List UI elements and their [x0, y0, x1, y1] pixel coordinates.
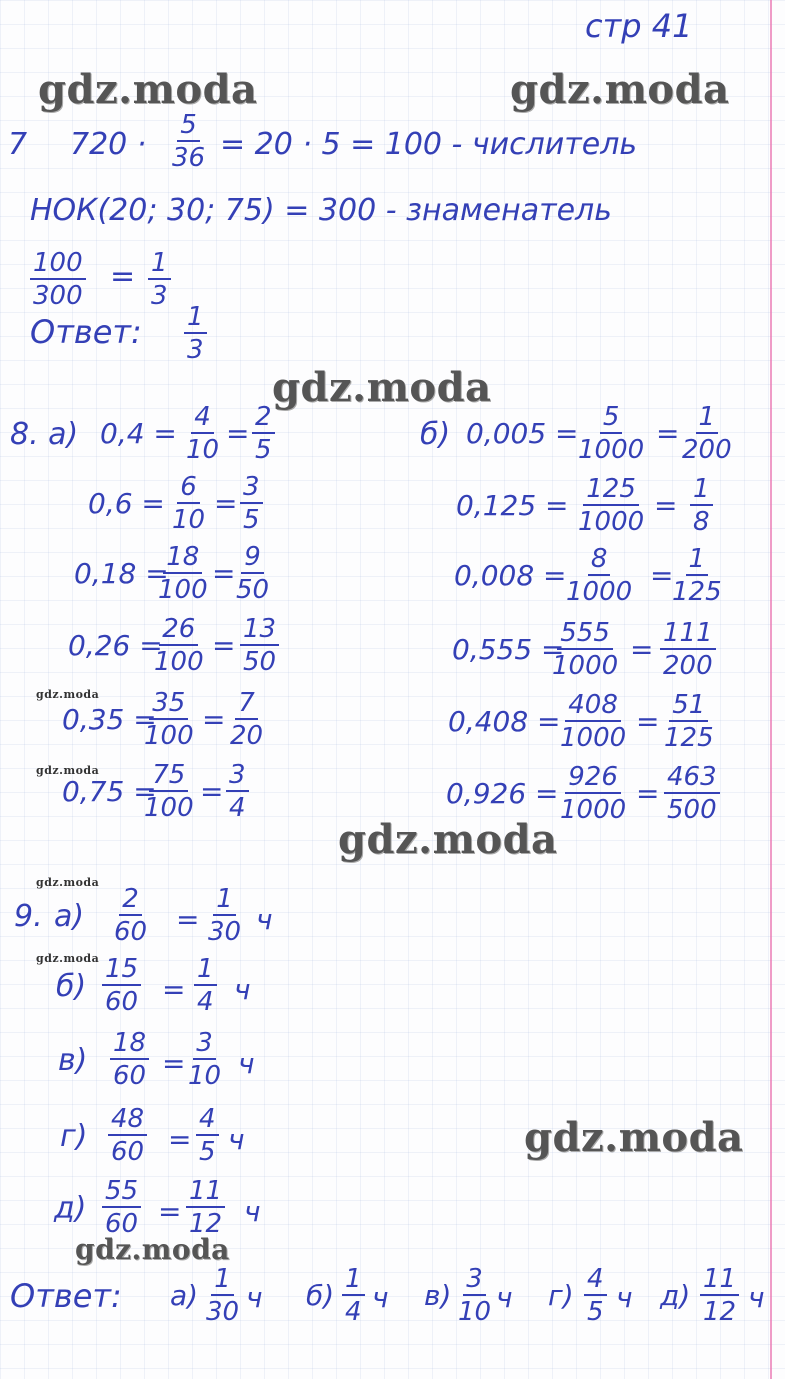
- fraction: $\frac{18}{100}$: [158, 542, 208, 605]
- fraction: $\frac{1}{4}$: [342, 1266, 365, 1325]
- equals-sign: =: [158, 1195, 182, 1228]
- part-label: г): [60, 1119, 88, 1154]
- answer-label: Ответ:: [30, 313, 142, 351]
- equals-sign: =: [212, 557, 236, 590]
- unit-hours: ч: [246, 1281, 263, 1314]
- decimal: 0,26 =: [68, 629, 163, 662]
- part-label: д): [660, 1279, 691, 1312]
- equals-sign: =: [636, 705, 660, 738]
- fraction: $\frac{5}{36}$: [172, 110, 206, 173]
- watermark: gdz.moda: [338, 816, 558, 863]
- fraction: $\frac{55}{60}$: [102, 1178, 141, 1237]
- unit-hours: ч: [244, 1195, 261, 1228]
- fraction: $\frac{9}{50}$: [236, 542, 270, 605]
- task-number: 8. а): [10, 417, 79, 452]
- fraction: $\frac{926}{1000}$: [560, 762, 627, 825]
- unit-hours: ч: [496, 1281, 513, 1314]
- watermark-small: gdz.moda: [36, 952, 100, 965]
- fraction: $\frac{11}{12}$: [186, 1178, 225, 1237]
- watermark-small: gdz.moda: [36, 688, 100, 701]
- equals-sign: =: [162, 1047, 186, 1080]
- unit-hours: ч: [372, 1281, 389, 1314]
- fraction: $\frac{463}{500}$: [664, 764, 720, 823]
- decimal: 0,555 =: [452, 633, 565, 666]
- fraction: $\frac{111}{200}$: [660, 620, 716, 679]
- expression: = 20 · 5 = 100 - числитель: [220, 127, 638, 162]
- equals-sign: =: [176, 903, 200, 936]
- fraction: $\frac{3}{10}$: [458, 1264, 492, 1327]
- unit-hours: ч: [748, 1281, 765, 1314]
- decimal: 0,408 =: [448, 705, 561, 738]
- decimal: 0,35 =: [62, 703, 157, 736]
- fraction: $\frac{4}{5}$: [196, 1106, 219, 1165]
- fraction: $\frac{2}{5}$: [252, 404, 275, 463]
- unit-hours: ч: [256, 903, 273, 936]
- fraction: $\frac{1}{125}$: [672, 544, 722, 607]
- fraction: $\frac{1}{30}$: [206, 1264, 240, 1327]
- fraction: $\frac{5}{1000}$: [578, 402, 645, 465]
- equals-sign: =: [200, 775, 224, 808]
- fraction: $\frac{15}{60}$: [102, 956, 141, 1015]
- equals-sign: =: [654, 489, 678, 522]
- part-label: в): [424, 1279, 452, 1312]
- decimal: 0,926 =: [446, 777, 559, 810]
- answer-label: Ответ:: [10, 1277, 122, 1315]
- fraction: $\frac{1}{8}$: [690, 476, 713, 535]
- fraction: $\frac{26}{100}$: [154, 614, 204, 677]
- part-label: б): [56, 969, 87, 1004]
- fraction: $\frac{1}{30}$: [208, 884, 242, 947]
- fraction: $\frac{11}{12}$: [700, 1266, 739, 1325]
- decimal: 0,6 =: [88, 487, 165, 520]
- unit-hours: ч: [228, 1123, 245, 1156]
- unit-hours: ч: [238, 1047, 255, 1080]
- part-label: б): [420, 417, 451, 452]
- part-label: д): [54, 1191, 87, 1226]
- equals-sign: =: [212, 629, 236, 662]
- watermark: gdz.moda: [38, 66, 258, 113]
- fraction: $\frac{408}{1000}$: [560, 690, 627, 753]
- expression: 720 ·: [70, 127, 147, 162]
- task-number: 7: [8, 127, 28, 162]
- fraction: $\frac{8}{1000}$: [566, 544, 633, 607]
- fraction: $\frac{48}{60}$: [108, 1106, 147, 1165]
- fraction: $\frac{3}{10}$: [188, 1028, 222, 1091]
- fraction: $\frac{75}{100}$: [144, 760, 194, 823]
- fraction: $\frac{555}{1000}$: [552, 618, 619, 681]
- fraction: $\frac{6}{10}$: [172, 472, 206, 535]
- expression: НОК(20; 30; 75) = 300 - знаменатель: [30, 193, 612, 228]
- equals-sign: =: [162, 973, 186, 1006]
- fraction: $\frac{35}{100}$: [144, 688, 194, 751]
- fraction: $\frac{1}{200}$: [682, 402, 732, 465]
- fraction: $\frac{3}{4}$: [226, 762, 249, 821]
- fraction: $\frac{1}{4}$: [194, 956, 217, 1015]
- watermark: gdz.moda: [510, 66, 730, 113]
- watermark-small: gdz.moda: [36, 764, 100, 777]
- decimal: 0,75 =: [62, 775, 157, 808]
- watermark: gdz.moda: [75, 1233, 230, 1266]
- unit-hours: ч: [234, 973, 251, 1006]
- margin-line: [770, 0, 772, 1379]
- part-label: б): [306, 1279, 335, 1312]
- fraction: $\frac{2}{60}$: [114, 884, 148, 947]
- equals-sign: =: [656, 417, 680, 450]
- unit-hours: ч: [616, 1281, 633, 1314]
- decimal: 0,125 =: [456, 489, 569, 522]
- fraction: $\frac{3}{5}$: [240, 474, 263, 533]
- watermark: gdz.moda: [524, 1114, 744, 1161]
- page-number: стр 41: [585, 7, 693, 45]
- equals-sign: =: [214, 487, 238, 520]
- fraction: $\frac{1}{3}$: [148, 250, 171, 309]
- decimal: 0,005 =: [466, 417, 579, 450]
- part-label: а): [170, 1279, 199, 1312]
- fraction: $\frac{4}{5}$: [584, 1266, 607, 1325]
- watermark-small: gdz.moda: [36, 876, 100, 889]
- equals-sign: =: [636, 777, 660, 810]
- equals-sign: =: [226, 417, 250, 450]
- equals-sign: =: [168, 1123, 192, 1156]
- decimal: 0,4 =: [100, 417, 177, 450]
- fraction: $\frac{125}{1000}$: [578, 474, 645, 537]
- task-number: 9.: [14, 899, 43, 934]
- watermark: gdz.moda: [272, 364, 492, 411]
- part-label: а): [54, 899, 85, 934]
- equals-sign: =: [202, 703, 226, 736]
- fraction: $\frac{7}{20}$: [230, 688, 264, 751]
- part-label: г): [548, 1279, 574, 1312]
- part-label: в): [58, 1043, 88, 1078]
- fraction: $\frac{4}{10}$: [186, 402, 220, 465]
- fraction: $\frac{1}{3}$: [184, 304, 207, 363]
- equals-sign: =: [110, 259, 136, 294]
- fraction: $\frac{18}{60}$: [110, 1030, 149, 1089]
- equals-sign: =: [630, 633, 654, 666]
- fraction: $\frac{51}{125}$: [664, 690, 714, 753]
- decimal: 0,18 =: [74, 557, 169, 590]
- fraction: $\frac{13}{50}$: [240, 616, 279, 675]
- equals-sign: =: [650, 559, 674, 592]
- fraction: $\frac{100}{300}$: [30, 250, 86, 309]
- decimal: 0,008 =: [454, 559, 567, 592]
